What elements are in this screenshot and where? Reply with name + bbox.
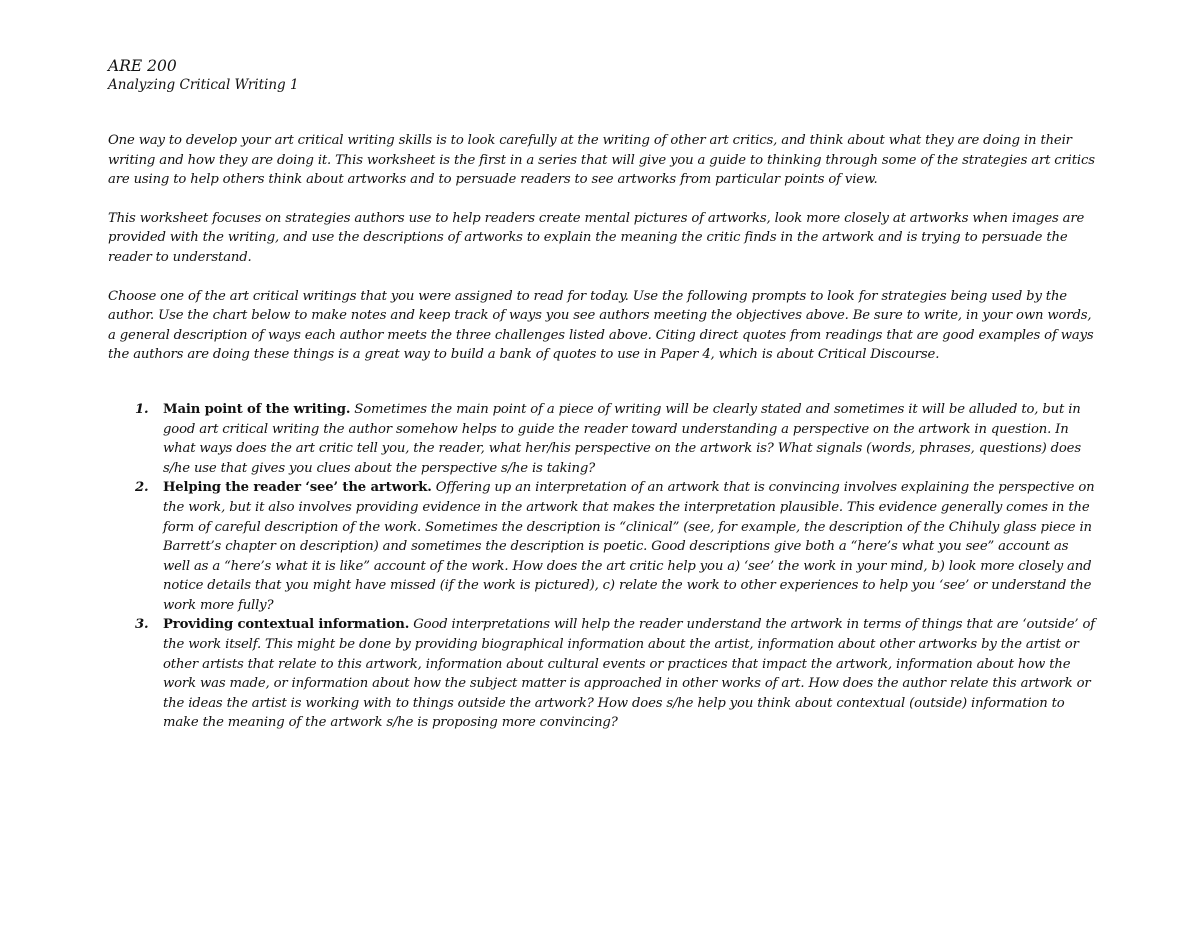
item-number: 2. xyxy=(135,480,149,496)
item-number: 3. xyxy=(135,617,149,633)
list-item xyxy=(108,400,1098,478)
item-heading: Helping the reader ‘see’ the artwork. xyxy=(163,480,432,496)
item-heading: Providing contextual information. xyxy=(163,617,410,633)
item-text: Good interpretations will help the reader understand the artwork in terms of things that are ‘outside’ of the work itself. This might be done by providing biographical information about the artist, information about other artworks by the artist or other artists that relate to this artwork, information about cultural events or practices that impact the artwork, information about how the work was made, or information about how the subject matter is approached in other works of art. How does the author relate this artwork or the ideas the artist is working with to things outside the artwork? How does s/he help you think about contextual (outside) information to make the meaning of the artwork s/he is proposing more convincing? xyxy=(163,617,1095,731)
prompt-list xyxy=(108,400,1098,733)
instructions-paragraph: Choose one of the art critical writings that you were assigned to read for today. Use the following prompts to look for strategies being used by the author. Use the chart below to make notes and keep track of ways you see authors meeting the objectives above. Be sure to write, in your own words, a general description of ways each author meets the three challenges listed above. Citing direct quotes from readings that are good examples of ways the authors are doing these things is a great way to build a bank of quotes to use in Paper 4, which is about Critical Discourse. xyxy=(108,288,1094,363)
item-text: Offering up an interpretation of an artwork that is convincing involves explaining the perspective on the work, but it also involves providing evidence in the artwork that makes the interpretation plausible. This evidence generally comes in the form of careful description of the work. Sometimes the description is “clinical” (see, for example, the description of the Chihuly glass piece in Barrett’s chapter on description) and sometimes the description is poetic. Good descriptions give both a “here’s what you see” account as well as a “here’s what it is like” account of the work. How does the art critic help you a) ‘see’ the work in your mind, b) look more closely and notice details that you might have missed (if the work is pictured), c) relate the work to other experiences to help you ‘see’ or understand the work more fully? xyxy=(163,480,1095,613)
intro-paragraph: One way to develop your art critical writing skills is to look carefully at the writing of other art critics, and think about what they are doing in their writing and how they are doing it. This worksheet is the first in a series that will give you a guide to thinking through some of the strategies art critics are using to help others think about artworks and to persuade readers to see artworks from particular points of view. xyxy=(108,133,1095,188)
list-item xyxy=(108,478,1098,615)
worksheet-subtitle: Analyzing Critical Writing 1 xyxy=(108,77,299,93)
item-heading: Main point of the writing. xyxy=(163,401,351,417)
item-number: 1. xyxy=(135,401,149,417)
item-text: Sometimes the main point of a piece of writing will be clearly stated and sometimes it will be alluded to, but in good art critical writing the author somehow helps to guide the reader toward understanding a perspective on the artwork in question. In what ways does the art critic tell you, the reader, what her/his perspective on the artwork is? What signals (words, phrases, questions) does s/he use that gives you clues about the perspective s/he is taking? xyxy=(163,401,1081,476)
focus-paragraph: This worksheet focuses on strategies authors use to help readers create mental pictures of artworks, look more closely at artworks when images are provided with the writing, and use the descriptions of artworks to explain the meaning the critic finds in the artwork and is trying to persuade the reader to understand. xyxy=(108,210,1085,265)
list-item xyxy=(108,615,1098,733)
course-title: ARE 200 xyxy=(108,57,177,75)
document-page xyxy=(108,56,1098,733)
